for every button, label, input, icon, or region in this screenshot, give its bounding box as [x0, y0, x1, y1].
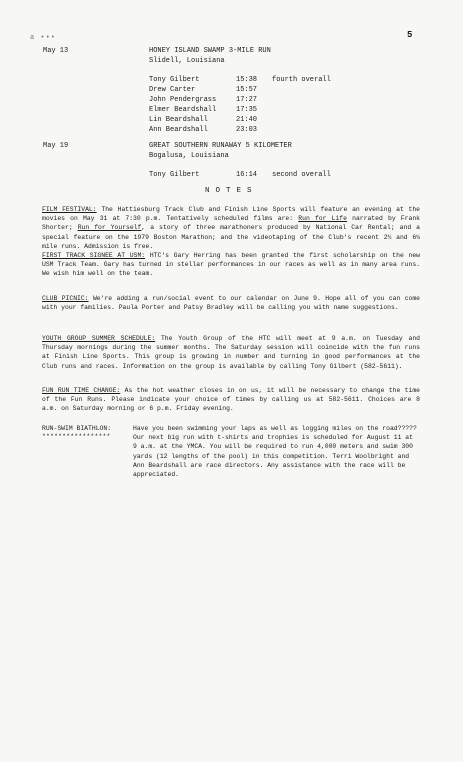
runner-name: Elmer Beardshall [149, 106, 217, 114]
note-text: HTC's Gary Herring has been granted the first scholarship on the new USM Track Team. Gary has turned in stellar performances in our races as well as in many area runs. We wish him well on the team. [42, 252, 420, 278]
notes-heading: NOTES [205, 187, 258, 195]
runner-time: 16:14 [236, 171, 258, 179]
runner-time: 23:03 [236, 126, 258, 134]
runner-name: Ann Beardshall [149, 126, 208, 134]
youth-group-note [42, 334, 420, 371]
runner-name: Lin Beardshall [149, 116, 208, 124]
runner-note: fourth overall [272, 76, 331, 84]
event-title: GREAT SOUTHERN RUNAWAY 5 KILOMETER [149, 142, 292, 150]
biathlon-stars: ***************** [42, 433, 111, 440]
runner-name: Tony Gilbert [149, 76, 200, 84]
runner-name: John Pendergrass [149, 96, 217, 104]
note-text: narrated by Frank Shorter; [42, 215, 420, 232]
note-label: YOUTH GROUP SUMMER SCHEDULE: [42, 335, 156, 342]
note-text: The Hattiesburg Track Club and Finish Line Sports will feature an evening at the movies on May 31 at 7:30 p.m. Tentatively scheduled films are: [42, 206, 420, 223]
note-text: As the hot weather closes in on us, it will be necessary to change the time of the Fun Runs. Please indicate your choice of times by calling us at 582-5611. Choices are 8 a.m. on Saturday morning or 6 p.m. Friday evening. [42, 387, 421, 413]
runner-name: Drew Carter [149, 86, 196, 94]
film-festival-note [42, 205, 420, 251]
biathlon-label: RUN-SWIM BIATHLON: [42, 425, 112, 432]
race-event [0, 142, 463, 182]
note-label: CLUB PICNIC: [42, 295, 89, 302]
note-text: We're adding a run/social event to our calendar on June 9. Hope all of you can come with your families. Paula Porter and Patsy Bradley will be calling you with name suggestions. [42, 295, 421, 312]
runner-note: second overall [272, 171, 331, 179]
club-picnic-note [42, 294, 420, 312]
page-number: 5 [407, 30, 413, 40]
note-label: FIRST TRACK SIGNEE AT USM: [42, 252, 146, 259]
runner-time: 15:57 [236, 86, 258, 94]
event-location: Bogalusa, Louisiana [149, 152, 229, 160]
note-label: FILM FESTIVAL: [42, 206, 97, 213]
event-title: HONEY ISLAND SWAMP 3-MILE RUN [149, 47, 271, 55]
event-date: May 13 [43, 47, 69, 55]
runner-time: 17:27 [236, 96, 258, 104]
first-track-signee-note [42, 251, 420, 279]
biathlon-note: Have you been swimming your laps as well as logging miles on the road????? Our next big run with t-shirts and trophies is scheduled for August 11 at 9 a.m. at the YMCA. You will be required to run 4,000 meters and swim 300 yards (12 lengths of the pool) in this competition. Terri Woolbright and Ann Beardshall are race directors. Any assistance with the race will be appreciated. [133, 425, 417, 479]
film-title: Run for Yourself [77, 224, 142, 232]
fun-run-time-change-note [42, 386, 420, 414]
note-label: FUN RUN TIME CHANGE: [42, 387, 121, 394]
note-text: The Youth Group of the HTC will meet at 9 a.m. on Tuesday and Thursday mornings during the summer months. The Saturday session will coincide with the fun runs at Finish Line Sports. This group is growing in number and turning in good performances at the Club runs and races. Information on the group is available by calling Tony Gilbert (582-5611). [42, 335, 420, 370]
race-event [0, 47, 463, 137]
event-location: Slidell, Louisiana [149, 57, 225, 65]
runner-name: Tony Gilbert [149, 171, 200, 179]
runner-time: 17:35 [236, 106, 258, 114]
corner-mark: a ••• [30, 34, 57, 42]
note-text: , a story of three marathoners produced by National Car Rental; and a special feature on the 1979 Boston Marathon; and the videotaping of the Club's recent 2½ and 6¼ mile runs. Admission is free. [42, 224, 420, 250]
event-date: May 19 [43, 142, 69, 150]
runner-time: 21:40 [236, 116, 258, 124]
film-title: Run for Life [298, 215, 347, 223]
runner-time: 15:38 [236, 76, 258, 84]
